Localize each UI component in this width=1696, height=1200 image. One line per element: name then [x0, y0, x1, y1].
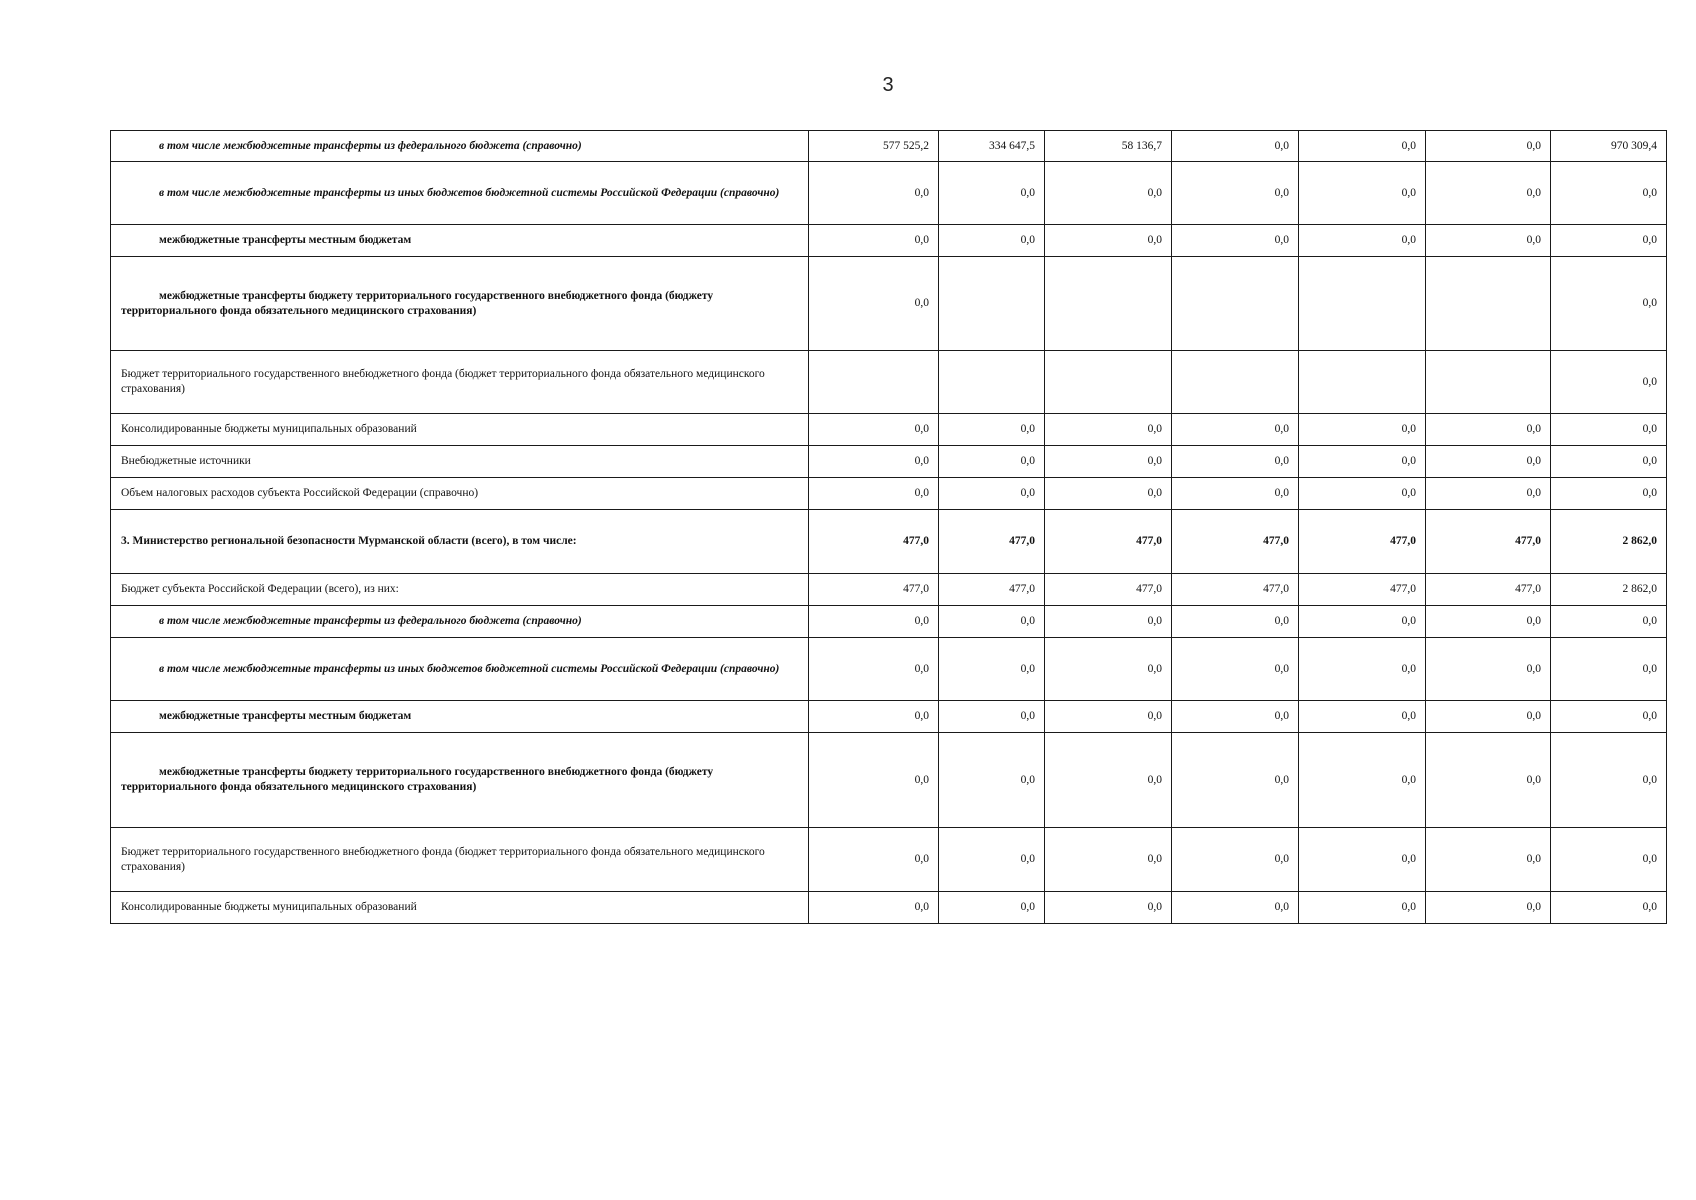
table-row [111, 131, 1667, 162]
table-row [111, 351, 1667, 414]
value-cell: 0,0 [1045, 446, 1172, 478]
value-cell: 0,0 [1551, 638, 1667, 701]
value-cell: 0,0 [939, 414, 1045, 446]
value-cell: 0,0 [939, 892, 1045, 924]
value-cell: 0,0 [809, 446, 939, 478]
value-cell: 0,0 [939, 701, 1045, 733]
value-cell: 0,0 [809, 162, 939, 225]
value-cell: 0,0 [1045, 478, 1172, 510]
value-cell: 0,0 [1426, 131, 1551, 162]
value-cell: 0,0 [1551, 892, 1667, 924]
value-cell: 477,0 [1299, 510, 1426, 574]
value-cell [809, 351, 939, 414]
value-cell: 477,0 [1299, 574, 1426, 606]
row-label: межбюджетные трансферты местным бюджетам [111, 225, 809, 257]
table-row [111, 701, 1667, 733]
value-cell [1299, 257, 1426, 351]
value-cell: 577 525,2 [809, 131, 939, 162]
value-cell: 0,0 [809, 478, 939, 510]
value-cell: 0,0 [1172, 414, 1299, 446]
value-cell: 0,0 [939, 478, 1045, 510]
value-cell: 0,0 [1426, 828, 1551, 892]
value-cell: 477,0 [1172, 510, 1299, 574]
value-cell: 0,0 [1045, 892, 1172, 924]
value-cell: 0,0 [1551, 414, 1667, 446]
value-cell: 0,0 [1045, 701, 1172, 733]
value-cell: 970 309,4 [1551, 131, 1667, 162]
value-cell [939, 351, 1045, 414]
value-cell: 0,0 [1172, 638, 1299, 701]
value-cell: 0,0 [1172, 162, 1299, 225]
value-cell [1045, 257, 1172, 351]
value-cell: 0,0 [1045, 733, 1172, 828]
value-cell: 0,0 [1299, 162, 1426, 225]
value-cell [1299, 351, 1426, 414]
value-cell: 477,0 [809, 574, 939, 606]
table-row [111, 478, 1667, 510]
value-cell: 0,0 [1426, 162, 1551, 225]
value-cell: 0,0 [1551, 478, 1667, 510]
value-cell: 0,0 [1426, 638, 1551, 701]
value-cell: 477,0 [1045, 510, 1172, 574]
value-cell: 0,0 [1551, 828, 1667, 892]
value-cell [1172, 257, 1299, 351]
table-row [111, 510, 1667, 574]
value-cell: 0,0 [1172, 446, 1299, 478]
value-cell: 0,0 [1172, 701, 1299, 733]
value-cell: 0,0 [809, 638, 939, 701]
value-cell: 0,0 [1299, 225, 1426, 257]
value-cell: 334 647,5 [939, 131, 1045, 162]
row-label: межбюджетные трансферты бюджету территориального государственного внебюджетного фонда (бюджету территориального фонда обязательного медицинского страхования) [111, 733, 809, 828]
value-cell: 0,0 [1551, 733, 1667, 828]
value-cell: 0,0 [1045, 638, 1172, 701]
value-cell: 0,0 [1172, 478, 1299, 510]
value-cell: 0,0 [1551, 606, 1667, 638]
value-cell: 0,0 [809, 414, 939, 446]
table-row [111, 446, 1667, 478]
page-number: 3 [882, 74, 894, 96]
value-cell: 0,0 [1426, 478, 1551, 510]
table-row [111, 638, 1667, 701]
value-cell: 2 862,0 [1551, 510, 1667, 574]
value-cell: 0,0 [1426, 225, 1551, 257]
value-cell: 0,0 [809, 828, 939, 892]
value-cell: 0,0 [1299, 638, 1426, 701]
value-cell: 0,0 [1299, 892, 1426, 924]
value-cell [1045, 351, 1172, 414]
value-cell: 2 862,0 [1551, 574, 1667, 606]
table-row [111, 733, 1667, 828]
value-cell [1426, 257, 1551, 351]
row-label: Бюджет территориального государственного внебюджетного фонда (бюджет территориального фонда обязательного медицинского страхования) [111, 828, 809, 892]
value-cell: 0,0 [1299, 701, 1426, 733]
table-row [111, 257, 1667, 351]
row-label: Консолидированные бюджеты муниципальных образований [111, 414, 809, 446]
value-cell: 0,0 [1551, 162, 1667, 225]
value-cell: 0,0 [1551, 446, 1667, 478]
value-cell: 477,0 [939, 574, 1045, 606]
value-cell: 0,0 [1426, 892, 1551, 924]
table-row [111, 414, 1667, 446]
value-cell: 0,0 [809, 606, 939, 638]
row-label: Бюджет территориального государственного внебюджетного фонда (бюджет территориального фонда обязательного медицинского страхования) [111, 351, 809, 414]
value-cell: 477,0 [1426, 574, 1551, 606]
value-cell: 0,0 [1426, 701, 1551, 733]
value-cell: 0,0 [1172, 828, 1299, 892]
value-cell: 0,0 [1299, 446, 1426, 478]
row-label: 3. Министерство региональной безопасности Мурманской области (всего), в том числе: [111, 510, 809, 574]
row-label: Бюджет субъекта Российской Федерации (всего), из них: [111, 574, 809, 606]
table-row [111, 162, 1667, 225]
row-label: в том числе межбюджетные трансферты из иных бюджетов бюджетной системы Российской Федерации (справочно) [111, 162, 809, 225]
value-cell [1426, 351, 1551, 414]
value-cell: 0,0 [939, 733, 1045, 828]
value-cell: 477,0 [1426, 510, 1551, 574]
value-cell: 0,0 [1045, 414, 1172, 446]
value-cell: 477,0 [1172, 574, 1299, 606]
value-cell: 0,0 [1299, 478, 1426, 510]
value-cell: 0,0 [1045, 225, 1172, 257]
value-cell: 0,0 [1551, 701, 1667, 733]
row-label: межбюджетные трансферты бюджету территориального государственного внебюджетного фонда (бюджету территориального фонда обязательного медицинского страхования) [111, 257, 809, 351]
table-row [111, 606, 1667, 638]
value-cell: 0,0 [1172, 733, 1299, 828]
value-cell: 58 136,7 [1045, 131, 1172, 162]
value-cell: 0,0 [1172, 131, 1299, 162]
value-cell: 0,0 [1045, 606, 1172, 638]
value-cell: 0,0 [1045, 162, 1172, 225]
value-cell: 0,0 [1426, 606, 1551, 638]
value-cell: 0,0 [1426, 414, 1551, 446]
row-label: Консолидированные бюджеты муниципальных образований [111, 892, 809, 924]
value-cell: 0,0 [939, 225, 1045, 257]
value-cell: 0,0 [1551, 225, 1667, 257]
value-cell: 0,0 [1551, 351, 1667, 414]
value-cell: 0,0 [809, 733, 939, 828]
value-cell: 477,0 [1045, 574, 1172, 606]
value-cell: 0,0 [809, 892, 939, 924]
value-cell: 0,0 [1299, 828, 1426, 892]
value-cell: 0,0 [809, 225, 939, 257]
value-cell: 0,0 [1045, 828, 1172, 892]
row-label: в том числе межбюджетные трансферты из иных бюджетов бюджетной системы Российской Федерации (справочно) [111, 638, 809, 701]
value-cell: 0,0 [939, 162, 1045, 225]
table-row [111, 225, 1667, 257]
value-cell [1172, 351, 1299, 414]
value-cell: 477,0 [939, 510, 1045, 574]
value-cell: 0,0 [1299, 733, 1426, 828]
value-cell: 0,0 [1299, 606, 1426, 638]
table-row [111, 828, 1667, 892]
value-cell: 0,0 [1426, 733, 1551, 828]
value-cell: 0,0 [1299, 414, 1426, 446]
budget-table [110, 130, 1667, 924]
value-cell: 0,0 [1172, 606, 1299, 638]
value-cell: 0,0 [1172, 225, 1299, 257]
table-row [111, 892, 1667, 924]
value-cell: 0,0 [1426, 446, 1551, 478]
row-label: в том числе межбюджетные трансферты из федерального бюджета (справочно) [111, 606, 809, 638]
value-cell: 0,0 [939, 606, 1045, 638]
value-cell: 0,0 [1299, 131, 1426, 162]
row-label: межбюджетные трансферты местным бюджетам [111, 701, 809, 733]
row-label: Объем налоговых расходов субъекта Российской Федерации (справочно) [111, 478, 809, 510]
value-cell: 0,0 [809, 257, 939, 351]
value-cell: 0,0 [809, 701, 939, 733]
row-label: в том числе межбюджетные трансферты из федерального бюджета (справочно) [111, 131, 809, 162]
value-cell: 0,0 [939, 828, 1045, 892]
value-cell: 0,0 [1172, 892, 1299, 924]
value-cell: 0,0 [1551, 257, 1667, 351]
value-cell [939, 257, 1045, 351]
value-cell: 0,0 [939, 638, 1045, 701]
value-cell: 0,0 [939, 446, 1045, 478]
row-label: Внебюджетные источники [111, 446, 809, 478]
table-row [111, 574, 1667, 606]
value-cell: 477,0 [809, 510, 939, 574]
